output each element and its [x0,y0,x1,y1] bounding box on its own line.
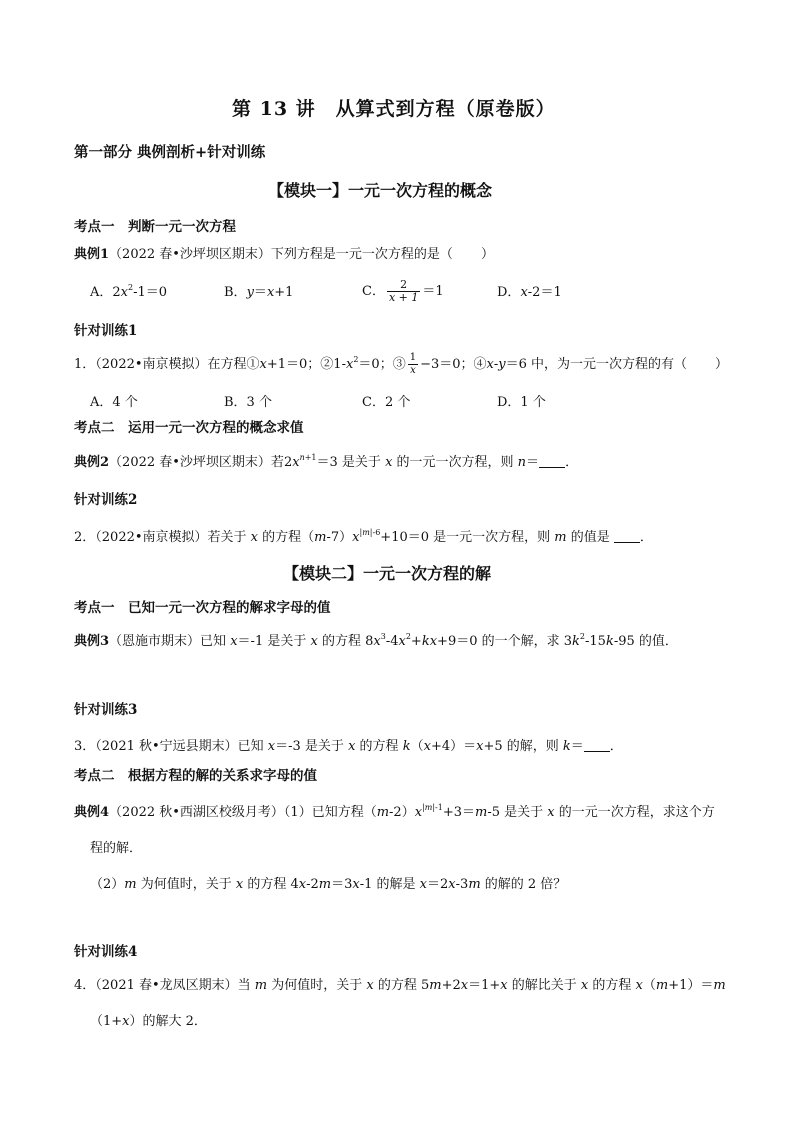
option-text: 2 [112,285,121,300]
option-label: C． [362,284,385,299]
example-source: （2022 春•沙坪坝区期末）下列方程是一元一次方程的是（ [109,247,453,262]
question-text: 1．（2022•南京模拟）在方程① [74,357,260,372]
module-1-heading: 【模块一】一元一次方程的概念 [268,181,493,200]
option-c [362,276,444,308]
example-label: 典例4 [74,805,110,820]
example-4-question: 典例4（2022 秋•西湖区校级月考）（1）已知方程$(m-2)x^{|m|-1}+3=m-5$ 是关于 x 的一元一次方程，求这个方 [74,803,715,820]
training-2-heading: 针对训练2 [74,492,138,508]
training-1-option-c: C．2 个 [362,395,411,410]
paren-close: ） [480,247,494,262]
option-label: B． [224,285,247,300]
option-d: D．x-2＝1 [497,285,562,300]
question-text: （2022 秋•西湖区校级月考）（1）已知方程（ [109,805,377,820]
fraction: $\frac{1}{x}$ [409,352,417,376]
fraction [387,279,420,304]
example-label: 典例1 [74,247,110,262]
question-text: 4．（2021 春•龙凤区期末）当 [74,978,251,993]
kaodian-2-1: 考点一 已知一元一次方程的解求字母的值 [74,600,331,616]
example-1-question [74,246,494,264]
example-3-question: 典例3（恩施市期末）已知 x＝-1 是关于 x 的方程 $8x^3-4x^2+kx+9=0$ 的一个解，求 $3k^2-15k-95$ 的值． [74,632,678,649]
training-4-question: 4．（2021 春•龙凤区期末）当 m 为何值时，关于 x 的方程 5m+2x＝1+x 的解比关于 x 的方程 x（m+1）＝m [74,978,726,993]
training-2-question: 2．（2022•南京模拟）若关于 x 的方程$(m-7)x^{|m|-6}+10=0$ 是一元一次方程，则 m 的值是 ． [74,528,653,545]
part-heading: 第一部分 典例剖析+针对训练 [74,144,266,161]
question-text: 3．（2021 秋•宁远县期末）已知 [74,739,264,754]
paren-close: ） [715,357,729,372]
training-4-question-cont: （1+x）的解大 2． [90,1014,207,1029]
example-4-part-2: （2）m 为何值时，关于 x 的方程 4x-2m＝3x-1 的解是 x＝2x-3m 的解的 2 倍？ [90,877,567,892]
training-3-question: 3．（2021 秋•宁远县期末）已知 x＝-3 是关于 x 的方程 k（x+4）＝x+5 的解，则 k＝ ． [74,739,623,754]
option-label: A． [90,285,113,300]
example-label: 典例2 [74,455,110,470]
option-b: B．y＝x+1 [224,285,294,300]
training-3-heading: 针对训练3 [74,702,138,718]
training-1-option-b: B．3 个 [224,395,272,410]
page-title: 第 13 讲 从算式到方程（原卷版） [232,98,556,120]
option-label: D． [497,285,521,300]
example-2-question: 典例2（2022 春•沙坪坝区期末）若$2x^{n+1}=3$ 是关于 x 的一元一次方程，则 n＝ ． [74,453,579,470]
training-1-heading: 针对训练1 [74,323,138,339]
kaodian-1-2: 考点二 运用一元一次方程的概念求值 [74,420,304,436]
option-a: A．$2x^2-1=0$ [90,283,168,300]
training-1-question: 1．（2022•南京模拟）在方程①x+1＝0；$②1-x^2=0$；③ $\frac{1}{x}$ −3＝0；④x-y＝6 中，为一元一次方程的有（ ） [74,352,729,376]
question-text: 2．（2022•南京模拟）若关于 [74,530,247,545]
fraction-denominator: x + 1 [388,291,419,304]
training-4-heading: 针对训练4 [74,944,138,960]
training-1-option-a: A．4 个 [90,395,138,410]
fraction-numerator: 2 [400,278,408,291]
question-text: 中，为一元一次方程的有（ [531,357,688,372]
module-2-heading: 【模块二】一元一次方程的解 [283,564,492,583]
question-text: （恩施市期末）已知 [109,634,227,649]
example-4-question-cont: 程的解． [90,841,143,856]
training-1-option-d: D．1 个 [497,395,546,410]
option-text: ＝1 [422,284,444,299]
kaodian-2-2: 考点二 根据方程的解的关系求字母的值 [74,768,317,784]
question-text: （2022 春•沙坪坝区期末）若 [109,455,284,470]
kaodian-1-1: 考点一 判断一元一次方程 [74,219,236,235]
example-label: 典例3 [74,634,110,649]
